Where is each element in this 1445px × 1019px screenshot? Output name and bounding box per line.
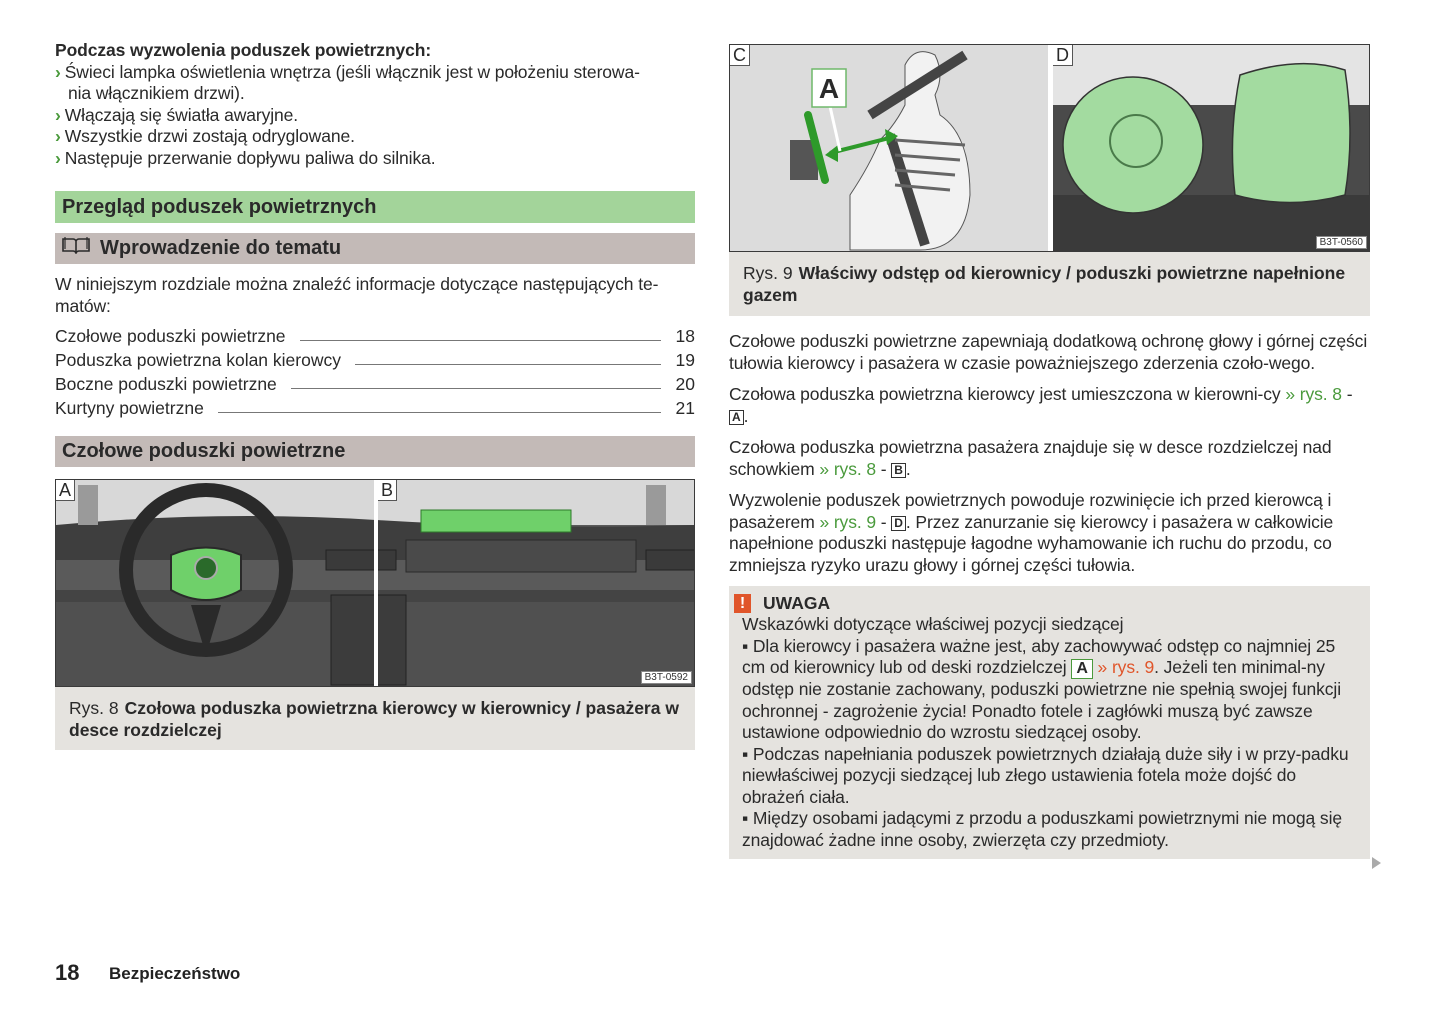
toc-label[interactable]: Czołowe poduszki powietrzne xyxy=(55,326,286,346)
warning-title: UWAGA xyxy=(763,592,831,613)
warning-icon: ! xyxy=(734,594,751,613)
bullet-text: Następuje przerwanie dopływu paliwa do silnika. xyxy=(64,147,436,168)
bullet-text: Włączają się światła awaryjne. xyxy=(64,104,299,125)
text: . xyxy=(743,405,749,426)
intro-paragraph-line: matów: xyxy=(55,295,111,316)
intro-bullet xyxy=(55,105,695,127)
figure-label-d: D xyxy=(1053,45,1073,66)
chapter-title: Bezpieczeństwo xyxy=(109,964,241,983)
left-column xyxy=(55,40,695,750)
toc-label[interactable]: Boczne poduszki powietrzne xyxy=(55,374,277,394)
chevron-right-icon: › xyxy=(55,147,61,168)
toc-page[interactable]: 20 xyxy=(675,374,695,394)
figure-link[interactable]: » rys. 8 xyxy=(1285,384,1342,404)
figure-code: B3T-0592 xyxy=(641,671,692,684)
chevron-right-icon: › xyxy=(55,104,61,125)
text: ▪ Dla kierowcy i pasażera ważne jest, aby zachowywać odstęp co najmniej 25 cm od kierownicy lub od deski rozdzielczej xyxy=(742,635,1336,677)
callout-a: A xyxy=(818,73,840,104)
intro-heading: Podczas wyzwolenia poduszek powietrznych: xyxy=(55,40,432,60)
intro-bullet-continued: nia włącznikiem drzwi). xyxy=(68,83,245,103)
intro-bullet xyxy=(55,62,695,84)
warning-item xyxy=(742,636,1358,744)
figure-code: B3T-0560 xyxy=(1316,236,1367,249)
text: - xyxy=(1341,384,1353,404)
figure-label-b: B xyxy=(378,480,397,501)
toc-label[interactable]: Poduszka powietrzna kolan kierowcy xyxy=(55,350,341,370)
label-box-b: B xyxy=(891,463,906,478)
page-number: 18 xyxy=(55,960,80,985)
toc-item[interactable] xyxy=(55,347,695,371)
text: . xyxy=(905,458,911,479)
warning-item: ▪ Między osobami jadącymi z przodu a poduszkami powietrznymi nie mogą się znajdować żadne inne osoby, zwierzęta czy przedmioty. xyxy=(742,808,1342,850)
toc-leader xyxy=(218,412,661,413)
book-icon xyxy=(62,233,90,264)
text: - xyxy=(876,511,892,532)
figure-8-caption xyxy=(55,687,695,750)
warning-box xyxy=(729,586,1370,859)
warning-subtitle: Wskazówki dotyczące właściwej pozycji siedzącej xyxy=(742,614,1124,634)
text: - xyxy=(876,458,892,479)
toc-item[interactable] xyxy=(55,371,695,395)
section-heading-intro xyxy=(55,233,695,264)
caption-title: Czołowa poduszka powietrzna kierowcy w kierownicy / pasażera w desce rozdzielczej xyxy=(69,698,679,740)
toc-leader xyxy=(355,364,661,365)
figure-8-image xyxy=(55,479,695,687)
body-paragraph xyxy=(729,437,1370,480)
warning-item: ▪ Podczas napełniania poduszek powietrznych działają duże siły i w przy-padku niewłaściwej pozycji siedzącej lub złego ustawienia fotela może dojść do obrażeń ciała. xyxy=(742,743,1349,807)
section-heading-front-airbags xyxy=(55,436,695,467)
text: Czołowa poduszka powietrzna pasażera znajduje się w desce rozdzielczej nad schowkiem xyxy=(729,437,1332,479)
body-paragraph: Czołowe poduszki powietrzne zapewniają dodatkową ochronę głowy i górnej części tułowia kierowcy i pasażera w czasie poważniejszego zderzenia czoło-wego. xyxy=(729,331,1368,373)
intro-bullet xyxy=(55,148,695,170)
warning-header xyxy=(734,592,1358,614)
text: . Jeżeli ten minimal-ny odstęp nie zostanie zachowany, poduszki powietrzne nie spełnią swojej funkcji ochronnej - zagrożenie życia! Ponadto fotele i zagłówki muszą być zawsze ustawione odpowiednio do wzrostu siedzącej osoby. xyxy=(742,657,1341,742)
continue-arrow-icon xyxy=(1372,857,1381,869)
right-column xyxy=(729,44,1370,859)
toc-list xyxy=(55,323,695,419)
text: Wyzwolenie poduszek powietrznych powoduje rozwinięcie ich przed kierowcą i pasażerem xyxy=(729,490,1332,532)
chevron-right-icon: › xyxy=(55,61,61,82)
figure-label-c: C xyxy=(730,45,750,66)
caption-number: Rys. 8 xyxy=(69,698,119,718)
section-title: Wprowadzenie do tematu xyxy=(100,237,342,259)
label-box-a: A xyxy=(729,410,744,425)
text: . Przez zanurzanie się kierowcy i pasażera w całkowicie napełnione poduszki następuje łagodne wyhamowanie ich ruchu do przodu, co zmniejsza ryzyko urazu głowy i górnej części tułowia. xyxy=(729,511,1334,575)
intro-paragraph-line: W niniejszym rozdziale można znaleźć informacje dotyczące następujących te- xyxy=(55,274,659,294)
caption-title: Właściwy odstęp od kierownicy / poduszki powietrzne napełnione gazem xyxy=(743,263,1346,305)
section-heading-overview: Przegląd poduszek powietrznych xyxy=(55,191,695,223)
body-paragraph xyxy=(729,384,1370,427)
body-paragraph xyxy=(729,490,1370,576)
caption-number: Rys. 9 xyxy=(743,263,793,283)
chevron-right-icon: › xyxy=(55,126,61,146)
section-title: Czołowe poduszki powietrzne xyxy=(62,440,346,462)
figure-link[interactable]: » rys. 9 xyxy=(819,511,877,532)
label-box-a: A xyxy=(1071,659,1092,679)
bullet-text: Świeci lampka oświetlenia wnętrza (jeśli włącznik jest w położeniu sterowa- xyxy=(64,61,640,82)
toc-leader xyxy=(291,388,661,389)
toc-leader xyxy=(300,340,661,341)
toc-item[interactable] xyxy=(55,395,695,419)
toc-item[interactable] xyxy=(55,323,695,347)
figure-link[interactable]: » rys. 9 xyxy=(1092,657,1155,677)
figure-9-image xyxy=(729,44,1370,252)
intro-bullet xyxy=(55,126,695,148)
toc-page[interactable]: 19 xyxy=(675,350,695,370)
toc-page[interactable]: 21 xyxy=(675,398,695,418)
figure-link[interactable]: » rys. 8 xyxy=(819,458,877,479)
label-box-d: D xyxy=(891,516,906,531)
figure-9-caption xyxy=(729,252,1370,316)
figure-label-a: A xyxy=(56,480,75,501)
toc-page[interactable]: 18 xyxy=(675,326,695,346)
text: Czołowa poduszka powietrzna kierowcy jest umieszczona w kierowni-cy xyxy=(729,384,1286,404)
toc-label[interactable]: Kurtyny powietrzne xyxy=(55,398,204,418)
bullet-text: Wszystkie drzwi zostają odryglowane. xyxy=(64,126,355,146)
